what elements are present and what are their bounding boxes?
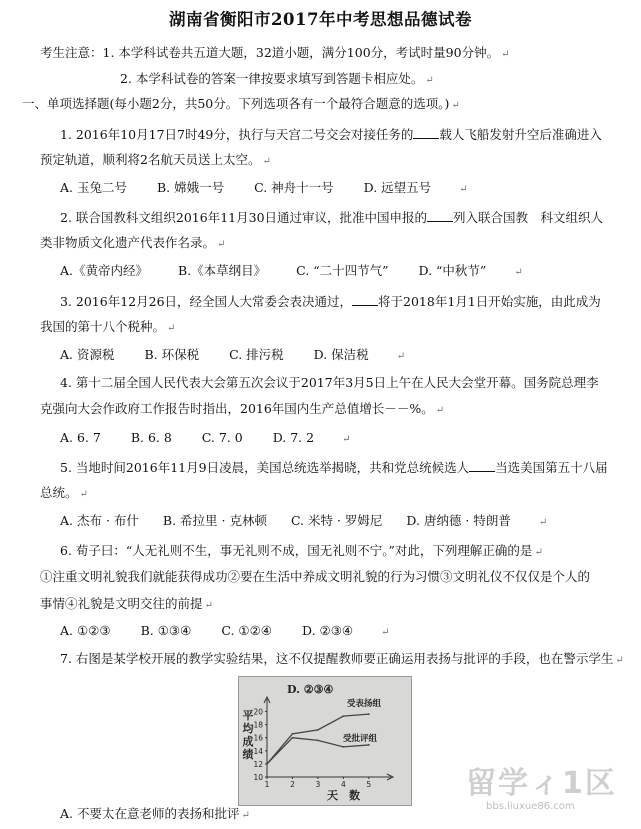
option-c: C. 排污税: [229, 347, 284, 362]
y-label-char: 成: [242, 735, 254, 748]
question-3-line-1: [60, 293, 601, 310]
chart-header: D. ②③④: [287, 683, 334, 696]
option-a: A. 资源税: [60, 347, 115, 362]
experiment-chart-figure: [238, 676, 412, 806]
question-text: 3. 2016年12月26日，经全国人大常委会表决通过，: [60, 294, 353, 309]
y-tick-label: 10: [253, 773, 263, 782]
option-c: C. “二十四节气”: [296, 263, 389, 278]
question-6-options: [60, 623, 390, 641]
question-text: 克强向大会作政府工作报告时指出，2016年国内生产总值增长－－%。: [40, 401, 434, 416]
answer-blank: [469, 459, 495, 472]
series-point: [317, 739, 319, 741]
y-label-char: 均: [242, 722, 254, 735]
option-a: A.《黄帝内经》: [60, 263, 149, 278]
question-5-line-2: [40, 485, 88, 503]
series-labels: [343, 698, 382, 744]
question-text: 事情④礼貌是文明交往的前提: [40, 596, 203, 611]
option-b: B. 希拉里 · 克林顿: [162, 513, 267, 528]
series-point: [342, 715, 344, 717]
question-text: 4. 第十二届全国人民代表大会第五次会议于2017年3月5日上午在人民大会堂开幕。国务院总理李: [60, 375, 599, 390]
question-4-options: [60, 430, 350, 448]
paragraph-mark: ↵: [381, 627, 390, 638]
series-point: [368, 744, 370, 746]
question-6-line-3: [40, 596, 213, 614]
question-text: 6. 荀子曰：“人无礼则不生，事无礼则不成，国无礼则不宁。”对此，下列理解正确的是: [60, 543, 533, 558]
question-text: 预定轨道，顺利将2名航天员送上太空。: [40, 152, 261, 167]
option-b: B. 6. 8: [130, 430, 172, 445]
x-axis-label: 天 数: [327, 789, 360, 802]
series-point: [292, 737, 294, 739]
notice-line-2: [120, 71, 434, 89]
x-tick-label: 4: [340, 780, 346, 789]
watermark-url: bbs.liuxue86.com: [486, 801, 575, 812]
question-4-line-1: [60, 375, 599, 391]
y-tick-label: 12: [253, 759, 263, 769]
option-b: B. ①③④: [140, 623, 192, 638]
paragraph-mark: ↵: [262, 156, 271, 167]
option-a: A. 6. 7: [60, 430, 101, 445]
question-text: 1. 2016年10月17日7时49分，执行与天宫二号交会对接任务的: [60, 127, 414, 142]
option-c: C. 神舟十一号: [254, 180, 334, 195]
notice-text: 2. 本学科试卷的答案一律按要求填写到答题卡相应处。: [120, 71, 424, 86]
option-c: C. 7. 0: [201, 430, 243, 445]
option-d: D. 唐纳德 · 特朗普: [406, 513, 511, 528]
paragraph-mark: ↵: [79, 489, 88, 500]
paragraph-mark: ↵: [241, 810, 250, 821]
question-7-option-a: [60, 806, 250, 824]
question-2-options: [60, 263, 523, 281]
y-tick-label: 14: [253, 746, 263, 756]
x-tick-label: 3: [315, 780, 321, 789]
line-chart: [239, 677, 411, 805]
paragraph-mark: ↵: [501, 49, 510, 60]
question-6-line-1: [60, 543, 543, 561]
question-text: 5. 当地时间2016年11月9日凌晨，美国总统选举揭晓，共和党总统候选人: [60, 460, 470, 475]
paragraph-mark: ↵: [167, 323, 176, 334]
section-text: 一、单项选择题(每小题2分，共50分。下列选项各有一个最符合题意的选项。): [22, 96, 450, 111]
page-title: 湖南省衡阳市2017年中考思想品德试卷: [169, 10, 472, 29]
notice-text: 考生注意：1. 本学科试卷共五道大题，32道小题，满分100分，考试时量90分钟。: [40, 45, 500, 60]
paragraph-mark: ↵: [615, 655, 624, 666]
notice-line-1: [40, 45, 509, 63]
y-label-char: 绩: [242, 748, 254, 761]
option-a: A. 杰布 · 布什: [60, 513, 139, 528]
question-3-options: [60, 347, 405, 365]
question-text: 将于2018年1月1日开始实施，由此成为: [378, 294, 601, 309]
question-5-options: [60, 513, 547, 531]
series-label: 受表扬组: [347, 699, 382, 710]
question-text: 2. 联合国教科文组织2016年11月30日通过审议，批准中国申报的: [60, 210, 428, 225]
x-tick-label: 5: [366, 780, 372, 789]
series-point: [317, 729, 319, 731]
watermark-logo-text: 留学ィ1区: [466, 766, 617, 801]
option-b: B. 环保税: [144, 347, 200, 362]
question-text: 总统。: [40, 485, 78, 500]
y-tick-label: 18: [253, 720, 263, 730]
question-1-line-1: [60, 126, 602, 143]
x-tick-label: 2: [290, 780, 295, 789]
option-b: B.《本草纲目》: [178, 263, 267, 278]
question-text: 当选美国第五十八届: [495, 460, 608, 475]
question-2-line-2: [40, 235, 225, 253]
option-b: B. 嫦娥一号: [156, 180, 225, 195]
question-text: 载人飞船发射升空后准确进入: [439, 127, 602, 142]
series-label: 受批评组: [343, 733, 378, 744]
series-point: [292, 733, 294, 735]
series-point: [266, 763, 268, 765]
option-d: D. “中秋节”: [418, 263, 487, 278]
question-text: 我国的第十八个税种。: [40, 319, 166, 334]
answer-blank: [427, 209, 453, 222]
answer-blank: [352, 293, 378, 306]
option-d: D. 保洁税: [313, 347, 369, 362]
paragraph-mark: ↵: [217, 239, 226, 250]
paragraph-mark: ↵: [459, 184, 468, 195]
paragraph-mark: ↵: [451, 100, 460, 111]
question-text: 列入联合国教 科文组织人: [453, 210, 604, 225]
series-point: [368, 713, 370, 715]
option-a: A. 不要太在意老师的表扬和批评: [60, 806, 240, 821]
option-c: C. 米特 · 罗姆尼: [290, 513, 383, 528]
paragraph-mark: ↵: [514, 267, 523, 278]
section-heading: [22, 96, 460, 114]
question-7-line-1: [60, 651, 624, 669]
paragraph-mark: ↵: [204, 600, 213, 611]
watermark: [466, 767, 638, 827]
paragraph-mark: ↵: [534, 547, 543, 558]
paragraph-mark: ↵: [435, 405, 445, 416]
question-4-line-2: [40, 401, 444, 419]
option-d: D. 远望五号: [363, 180, 432, 195]
question-1-line-2: [40, 152, 271, 170]
paragraph-mark: ↵: [425, 75, 434, 86]
y-ticks: [253, 708, 267, 782]
question-5-line-1: [60, 459, 608, 476]
y-tick-label: 20: [253, 707, 263, 717]
paragraph-mark: ↵: [342, 434, 351, 445]
option-a: A. ①②③: [60, 623, 111, 638]
question-1-options: [60, 180, 468, 198]
question-text: 7. 右图是某学校开展的教学实验结果，这不仅提醒教师要正确运用表扬与批评的手段，也在警示学生: [60, 651, 614, 666]
x-tick-label: 1: [264, 780, 270, 789]
answer-blank: [413, 126, 439, 139]
y-label-char: 平: [242, 709, 254, 722]
paragraph-mark: ↵: [396, 351, 406, 362]
x-ticks: [265, 777, 372, 789]
question-text: ①注重文明礼貌我们就能获得成功②要在生活中养成文明礼貌的行为习惯③文明礼仪不仅仅是个人的: [40, 569, 591, 584]
series-point: [342, 746, 344, 748]
question-2-line-1: [60, 209, 603, 226]
question-text: 类非物质文化遗产代表作名录。: [40, 235, 216, 250]
question-3-line-2: [40, 319, 175, 337]
question-6-line-2: [40, 569, 590, 585]
option-a: A. 玉兔二号: [60, 180, 127, 195]
y-tick-label: 16: [253, 733, 263, 743]
option-d: D. 7. 2: [272, 430, 315, 445]
option-d: D. ②③④: [302, 623, 354, 638]
paragraph-mark: ↵: [538, 517, 548, 528]
option-c: C. ①②④: [221, 623, 273, 638]
